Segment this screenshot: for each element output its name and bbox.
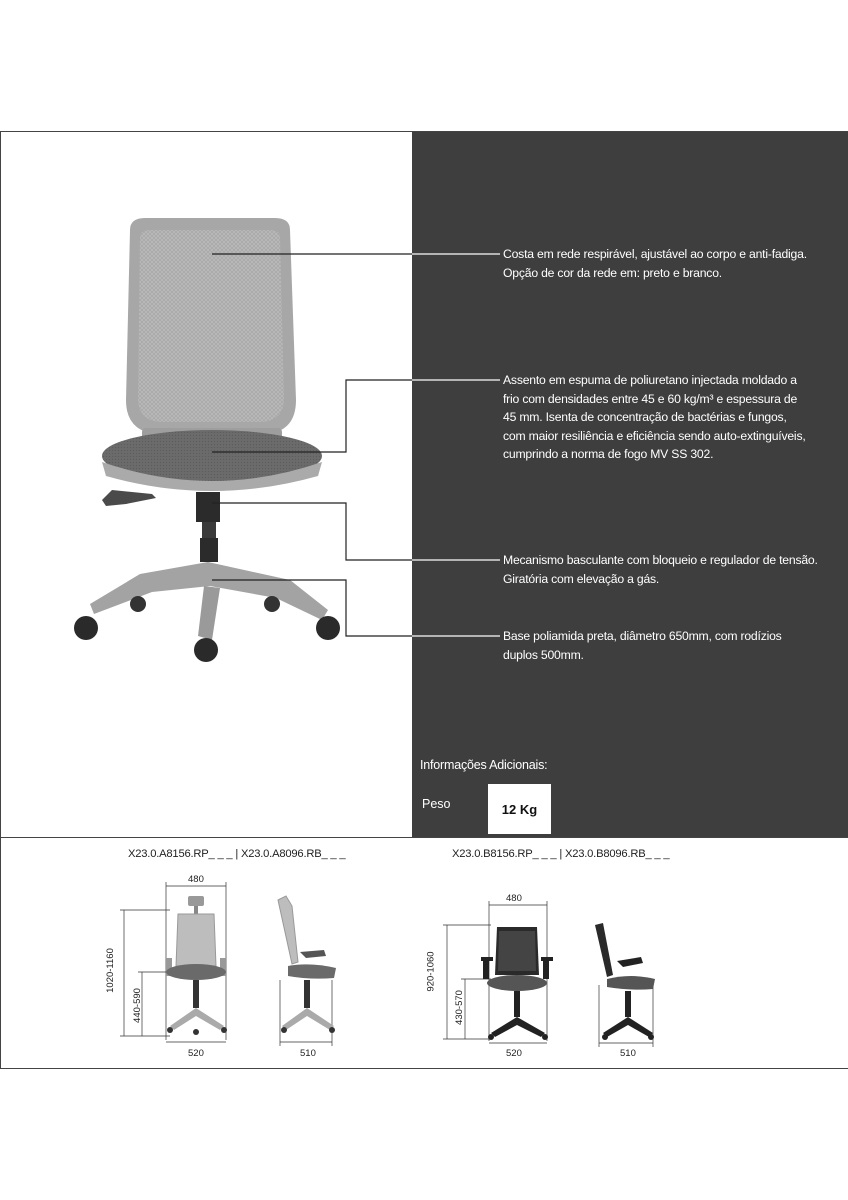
left-model-codes: X23.0.A8156.RP_ _ _ | X23.0.A8096.RB_ _ _	[128, 848, 346, 860]
additional-info-title: Informações Adicionais:	[420, 758, 548, 772]
left-depth-side: 510	[300, 1048, 316, 1059]
left-width-top: 480	[188, 874, 204, 885]
weight-label: Peso	[422, 797, 451, 811]
right-model-drawings	[435, 895, 675, 1060]
right-width-front: 520	[506, 1048, 522, 1059]
seat-description: Assento em espuma de poliuretano injectada moldado a frio com densidades entre 45 e 60 kg/m³ e espessura de 45 mm. Isenta de concentração de bactérias e fungos, com maior resiliência e eficiência sendo auto-extinguíveis, cumprindo a norma de fogo MV SS 302.	[503, 373, 806, 461]
backrest-description: Costa em rede respirável, ajustável ao corpo e anti-fadiga. Opção de cor da rede em: preto e branco.	[503, 247, 807, 280]
right-width-top: 480	[506, 893, 522, 904]
left-model-drawings	[110, 880, 370, 1060]
base-description: Base poliamida preta, diâmetro 650mm, com rodízios duplos 500mm.	[503, 629, 782, 662]
weight-value: 12 Kg	[488, 784, 551, 834]
right-depth-side: 510	[620, 1048, 636, 1059]
section-divider	[0, 837, 848, 838]
left-height-total: 1020-1160	[104, 948, 116, 993]
right-height-seat: 430-570	[453, 990, 465, 1025]
right-height-total: 920-1060	[425, 951, 437, 992]
mechanism-description: Mecanismo basculante com bloqueio e regulador de tensão. Giratória com elevação a gás.	[503, 553, 818, 586]
left-height-seat: 440-590	[131, 988, 143, 1023]
left-width-front: 520	[188, 1048, 204, 1059]
right-model-codes: X23.0.B8156.RP_ _ _ | X23.0.B8096.RB_ _ _	[452, 848, 670, 860]
